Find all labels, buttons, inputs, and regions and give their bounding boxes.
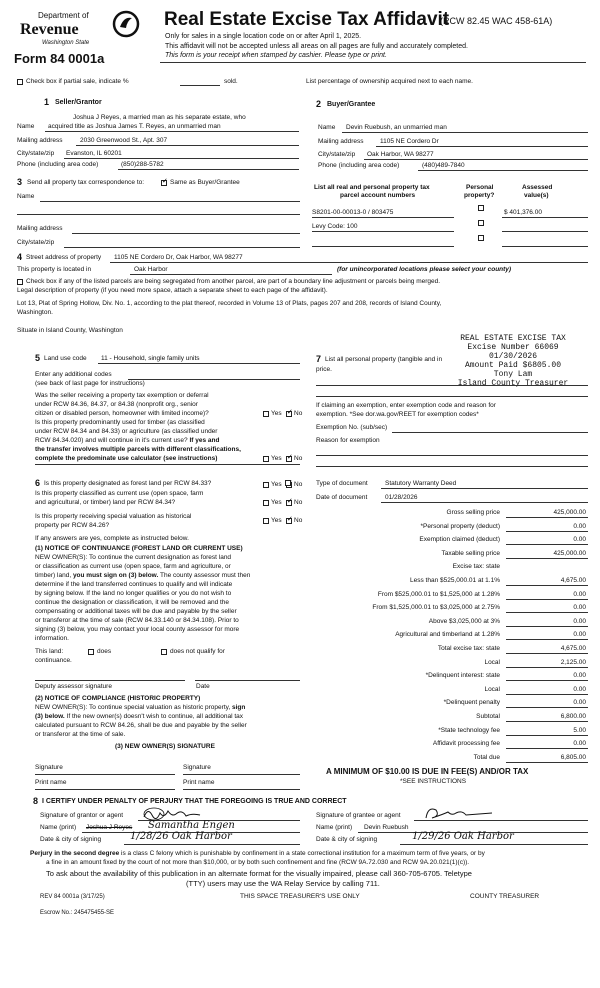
stamp-line2: Excise Number 66069	[467, 343, 559, 352]
tax-row-value: 2,125.00	[560, 659, 586, 666]
tax-row-line	[506, 517, 588, 518]
tax-row-value: 4,675.00	[560, 645, 586, 652]
exemption-number-label: Exemption No. (sub/sec)	[316, 424, 388, 431]
buyer-heading: Buyer/Grantee	[327, 101, 376, 108]
deputy-signature-label: Deputy assessor signature	[35, 683, 112, 690]
stamp-line4: Amount Paid $6805.00	[464, 361, 561, 370]
timber-q-line4: the transfer involves multiple parcels with different classifications,	[35, 446, 241, 453]
personal-property-checkbox-3[interactable]	[478, 235, 484, 241]
stamp-line1: REAL ESTATE EXCISE TAX	[460, 334, 566, 343]
grantee-signature-image	[422, 804, 502, 822]
buyer-city-value: Oak Harbor, WA 98277	[367, 151, 434, 158]
legal-description-line2: Washington.	[17, 309, 53, 316]
correspondence-city-label: City/state/zip	[17, 239, 55, 246]
header-line3: This form is your receipt when stamped by cashier. Please type or print.	[165, 52, 387, 59]
deputy-date-line	[195, 680, 300, 681]
wa-seal-icon	[112, 10, 140, 38]
tax-row-label: Subtotal	[476, 713, 500, 720]
ownership-note: List percentage of ownership acquired next to each name.	[306, 78, 473, 85]
dept-line1: Department of	[38, 11, 89, 20]
same-as-buyer-checkbox[interactable]	[161, 180, 167, 186]
forest-q3-no-checkbox[interactable]	[286, 518, 292, 524]
grantee-signature-label: Signature of grantee or agent	[316, 812, 401, 819]
timber-yes-label: Yes	[271, 455, 282, 462]
forest-q2-yes-label: Yes	[271, 499, 282, 506]
grantee-name-value: Devin Ruebush	[364, 824, 409, 831]
partial-sale-label: Check box if partial sale, indicate %	[26, 78, 129, 85]
timber-q-line2: under RCW 84.34 and 84.33) or agriculture (as classified under	[35, 428, 218, 435]
land-does-label: does	[97, 648, 112, 655]
forest-q3-line2: property per RCW 84.26?	[35, 522, 110, 529]
tax-row-value: 0.00	[573, 604, 586, 611]
notice2-line2	[35, 713, 243, 721]
tax-row-line	[506, 667, 588, 668]
tax-row-label: Total due	[473, 754, 500, 761]
forest-q3-no-label: No	[294, 517, 303, 524]
tax-row-value: 425,000.00	[553, 550, 586, 557]
section8-number: 8	[33, 796, 39, 806]
timber-q-line1: Is this property predominantly used for timber (as classified	[35, 419, 205, 426]
personal-property-label1: List all personal property (tangible and in	[325, 356, 443, 363]
continuance-label: continuance.	[35, 657, 72, 664]
tax-row-line	[506, 707, 588, 708]
forest-q1-yes-label: Yes	[271, 481, 282, 488]
minimum-fee-note: A MINIMUM OF $10.00 IS DUE IN FEE(S) AND/OR TAX	[326, 767, 529, 776]
parcel-col3-line1: Assessed	[522, 184, 553, 191]
correspondence-name-line	[40, 201, 300, 202]
header-line1: Only for sales in a single location code on or after April 1, 2025.	[165, 33, 362, 40]
owner2-print-line	[183, 789, 300, 790]
assessed-value-1: $ 401,376.00	[504, 209, 542, 216]
land-does-checkbox[interactable]	[88, 649, 94, 655]
doc-type-label: Type of document	[316, 480, 368, 487]
timber-no-label: No	[294, 455, 303, 462]
tax-row-label: Above $3,025,000 at 3%	[428, 618, 500, 625]
partial-sold-label: sold.	[224, 78, 238, 85]
personal-property-label2: price.	[316, 366, 332, 373]
grantor-date-label: Date & city of signing	[40, 836, 102, 843]
tax-row-label: From $525,000.01 to $1,525,000 at 1.28%	[377, 591, 500, 598]
notice1-line1: NEW OWNER(S): To continue the current designation as forest land	[35, 554, 232, 561]
exemption-claim-line1: If claiming an exemption, enter exemption code and reason for	[316, 402, 496, 409]
treasurer-use-only: THIS SPACE TREASURER'S USE ONLY	[240, 893, 360, 900]
tax-row-label: Taxable selling price	[441, 550, 500, 557]
tax-row-line	[506, 735, 588, 736]
notice1-line7: compensating or additional taxes will be due and payable by the seller	[35, 608, 237, 615]
exemption-reason-label: Reason for exemption	[316, 437, 380, 444]
legal-description-line3: Situate in Island County, Washington	[17, 327, 123, 334]
tax-row-label: Total excise tax: state	[437, 645, 500, 652]
tax-row-line	[506, 762, 588, 763]
tax-row-label: *Delinquent interest: state	[425, 672, 500, 679]
exemption-number-line	[392, 432, 588, 433]
section4-number: 4	[17, 252, 23, 262]
buyer-mailing-label: Mailing address	[318, 138, 364, 145]
parcel-row1-line	[312, 217, 454, 218]
grantor-name-written: Samantha Engen	[148, 820, 235, 831]
section6-number: 6	[35, 478, 41, 488]
page-title: Real Estate Excise Tax Affidavit	[164, 9, 450, 30]
see-instructions: *SEE INSTRUCTIONS	[400, 778, 467, 785]
tax-row-label: Less than $525,000.01 at 1.1%	[410, 577, 500, 584]
notice2-line3: calculated pursuant to RCW 84.26, shall be due and payable by the seller	[35, 722, 247, 729]
personal-property-line1	[316, 385, 588, 386]
seller-name-line	[45, 131, 299, 132]
alt-format-line1: To ask about the availability of this publication in an alternate format for the visually impaired, please call 360-705-6705. Teletype	[46, 869, 472, 878]
partial-percent-line	[180, 85, 220, 86]
owner2-signature-line	[183, 774, 300, 775]
correspondence-name-label: Name	[17, 193, 35, 200]
tax-row-label: Local	[484, 659, 500, 666]
levy-code: Levy Code: 100	[312, 223, 358, 230]
notice1-line8: or transferor at the time of sale (RCW 84.33.140 or 84.34.108). Prior to	[35, 617, 239, 624]
forest-q2-no-label: No	[294, 499, 303, 506]
grantor-date-line	[124, 844, 300, 845]
tax-row-value: 0.00	[573, 699, 586, 706]
land-use-label: Land use code	[44, 355, 87, 362]
notice1-line5: by signing below. If the land no longer qualifies or you do not wish to	[35, 590, 232, 597]
buyer-mailing-line	[376, 146, 588, 147]
grantee-name-label: Name (print)	[316, 824, 353, 831]
timber-q-line3-bold: If yes and	[189, 437, 220, 444]
tax-row-line	[506, 694, 588, 695]
personal-property-checkbox-2[interactable]	[478, 220, 484, 226]
buyer-phone-label: Phone (including area code)	[318, 162, 400, 169]
tax-row-value: 0.00	[573, 536, 586, 543]
street-address-label: Street address of property	[26, 254, 102, 261]
notice2-line2-bold: (3) below.	[35, 713, 65, 720]
header-line2: This affidavit will not be accepted unless all areas on all pages are fully and accurately completed.	[165, 43, 468, 50]
correspondence-extra-line	[17, 214, 300, 215]
exemption-no-checkbox[interactable]	[286, 411, 292, 417]
forest-q2-yes-checkbox[interactable]	[263, 500, 269, 506]
dept-line2: Revenue	[20, 21, 79, 38]
tax-row-label: Affidavit processing fee	[432, 740, 500, 747]
certify-title: I CERTIFY UNDER PENALTY OF PERJURY THAT THE FOREGOING IS TRUE AND CORRECT	[42, 798, 347, 805]
tax-row-label: *Personal property (deduct)	[420, 523, 500, 530]
tax-row-value: 0.00	[573, 591, 586, 598]
forest-q3-line1: Is this property receiving special valuation as historical	[35, 513, 192, 520]
notice1-line6: continue the designation or classification, it will be removed and the	[35, 599, 230, 606]
tax-row-label: Excise tax: state	[452, 563, 500, 570]
exemption-no-label: No	[294, 410, 303, 417]
owner1-signature-label: Signature	[35, 764, 63, 771]
section5-bottom-line	[35, 464, 300, 465]
value-row1-line	[502, 217, 588, 218]
seller-phone-line	[118, 169, 299, 170]
exemption-reason-line2	[316, 466, 588, 467]
tax-row-label: Gross selling price	[446, 509, 500, 516]
parcel-col2-line2: property?	[464, 192, 495, 199]
doc-date-line	[381, 502, 588, 503]
perjury-line1	[30, 850, 485, 858]
timber-q-line3	[35, 437, 219, 445]
grantor-name-label: Name (print)	[40, 824, 77, 831]
land-use-line	[98, 363, 300, 364]
stamp-line5: Tony Lam	[493, 370, 533, 379]
deputy-signature-line	[35, 680, 185, 681]
parcel-row2-line	[312, 231, 454, 232]
tax-row-label: Exemption claimed (deduct)	[419, 536, 500, 543]
doc-type-box	[285, 480, 291, 486]
forest-q2-line2: and agricultural, or timber) land per RCW 84.34?	[35, 499, 176, 506]
seller-name-value1: Joshua J Reyes, a married man as his separate estate, who	[73, 114, 246, 121]
seller-mailing-line	[76, 145, 299, 146]
tax-row-line	[506, 585, 588, 586]
grantee-date-value: 1/29/26 Oak Harbor	[412, 831, 514, 842]
seller-phone-label: Phone (including area code)	[17, 161, 99, 168]
located-in-line	[130, 274, 332, 275]
owner2-signature-label: Signature	[183, 764, 211, 771]
department-of-revenue-logo	[16, 10, 146, 52]
land-use-value: 11 - Household, single family units	[101, 355, 200, 362]
seller-heading: Seller/Grantor	[55, 99, 102, 106]
grantee-date-line	[400, 844, 588, 845]
notice1-line3a: timber) land,	[35, 572, 72, 579]
seller-city-label: City/state/zip	[17, 150, 55, 157]
notice1-line4: determine if the land transferred continues to qualify and will indicate	[35, 581, 233, 588]
exemption-reason-line1	[316, 455, 588, 456]
seller-city-value: Evanston, IL 60201	[66, 150, 122, 157]
section2-number: 2	[316, 99, 322, 109]
tax-row-value: 0.00	[573, 672, 586, 679]
forest-q2-no-checkbox[interactable]	[286, 500, 292, 506]
stamp-line6: Island County Treasurer	[457, 379, 569, 388]
doc-type-line	[381, 488, 588, 489]
forest-q1-no-label: No	[294, 481, 303, 488]
tax-row-value: 6,800.00	[560, 713, 586, 720]
notice2-line1-bold: sign	[232, 704, 246, 711]
tax-row-value: 0.00	[573, 686, 586, 693]
tax-row-value: 425,000.00	[553, 509, 586, 516]
parcel-col1-line1: List all real and personal property tax	[314, 184, 430, 191]
tax-row-line	[506, 626, 588, 627]
perjury-text1: is a class C felony which is punishable by confinement in a state correctional institution for a maximum term of five years, or by	[121, 850, 485, 857]
additional-codes-label: Enter any additional codes	[35, 371, 112, 378]
parcel-col2-line1: Personal	[466, 184, 494, 191]
tax-row-label: *State technology fee	[438, 727, 500, 734]
rcw-reference: (RCW 82.45 WAC 458-61A)	[440, 16, 553, 26]
forest-q2-line1: Is this property classified as current use (open space, farm	[35, 490, 204, 497]
buyer-phone-value: (480)489-7840	[422, 162, 465, 169]
owner2-print-label: Print name	[183, 779, 215, 786]
dept-line3: Washington State	[42, 40, 90, 46]
tax-row-value: 4,675.00	[560, 577, 586, 584]
stamp-line3: 01/30/2026	[488, 352, 537, 361]
notice2-line1	[35, 704, 245, 712]
partial-sale-checkbox[interactable]	[17, 79, 23, 85]
personal-property-checkbox-1[interactable]	[478, 205, 484, 211]
legal-description-label: Legal description of property (if you need more space, attach a separate sheet to each page of the affidavit).	[17, 287, 328, 294]
timber-yes-checkbox[interactable]	[263, 456, 269, 462]
tax-row-value: 0.00	[573, 523, 586, 530]
notice1-line3	[35, 572, 250, 580]
personal-property-line2	[316, 396, 588, 397]
tax-row-value: 5.00	[573, 727, 586, 734]
tax-row-line	[506, 612, 588, 613]
treasurer-stamp	[438, 334, 588, 388]
tax-row-line	[506, 680, 588, 681]
located-in-note: (for unincorporated locations please select your county)	[337, 266, 512, 273]
buyer-city-label: City/state/zip	[318, 151, 356, 158]
forest-q3-yes-label: Yes	[271, 517, 282, 524]
tax-row-label: Local	[484, 686, 500, 693]
additional-codes-note: (see back of last page for instructions)	[35, 380, 145, 387]
escrow-number: Escrow No.: 245475455-SE	[40, 910, 115, 916]
exemption-yes-checkbox[interactable]	[263, 411, 269, 417]
value-row2-line	[502, 231, 588, 232]
tax-row-line	[506, 544, 588, 545]
notice2-line4: or transferor at the time of sale.	[35, 731, 126, 738]
timber-no-checkbox[interactable]	[286, 456, 292, 462]
land-does-not-label: does not qualify for	[170, 648, 225, 655]
legal-description-line1: Lot 13, Plat of Spring Hollow, Div. No. 1, according to the plat thereof, recorded in Volume 13 of Plats, pages 207 and 208, records of Island County,	[17, 300, 442, 307]
this-land-label: This land:	[35, 648, 64, 655]
doc-date-value: 01/28/2026	[385, 494, 418, 501]
street-address-value: 1105 NE Cordero Dr, Oak Harbor, WA 98277	[114, 254, 243, 261]
timber-q-line5: complete the predominate use calculator (see instructions)	[35, 455, 218, 462]
county-treasurer-label: COUNTY TREASURER	[470, 893, 540, 900]
segregated-checkbox[interactable]	[17, 279, 23, 285]
notice2-line1-text: NEW OWNER(S): To continue special valuation as historic property,	[35, 704, 231, 711]
parcel-row3-line	[312, 246, 454, 247]
parcel-col1-line2: parcel account numbers	[340, 192, 416, 199]
notice1-title: (1) NOTICE OF CONTINUANCE (FOREST LAND OR CURRENT USE)	[35, 545, 243, 552]
form-number: Form 84 0001a	[14, 51, 105, 66]
forest-q3-yes-checkbox[interactable]	[263, 518, 269, 524]
value-row3-line	[502, 246, 588, 247]
exemption-claim-line2: exemption. *See dor.wa.gov/REET for exemption codes*	[316, 411, 479, 418]
timber-q-line3-text: RCW 84.34.020) and will continue in it's current use?	[35, 437, 188, 444]
tax-row-line	[506, 531, 588, 532]
tax-row-value: 0.00	[573, 631, 586, 638]
notice1-line10: information.	[35, 635, 69, 642]
correspondence-label: Send all property tax correspondence to:	[27, 179, 145, 186]
grantor-date-value: 1/28/26 Oak Harbor	[130, 831, 232, 842]
tax-row-line	[506, 599, 588, 600]
deputy-date-label: Date	[196, 683, 210, 690]
land-does-not-checkbox[interactable]	[161, 649, 167, 655]
correspondence-mailing-line	[72, 233, 300, 234]
located-in-label: This property is located in	[17, 266, 92, 273]
tax-row-value: 0.00	[573, 618, 586, 625]
seller-mailing-label: Mailing address	[17, 137, 63, 144]
exemption-q-line1: Was the seller receiving a property tax exemption or deferral	[35, 392, 209, 399]
tax-row-value: 0.00	[573, 740, 586, 747]
correspondence-mailing-label: Mailing address	[17, 225, 63, 232]
form-revision: REV 84 0001a (3/17/25)	[40, 894, 105, 900]
section1-number: 1	[44, 97, 50, 107]
same-as-buyer-label: Same as Buyer/Grantee	[170, 179, 240, 186]
forest-q1-yes-checkbox[interactable]	[263, 482, 269, 488]
exemption-q-line2: under RCW 84.36, 84.37, or 84.38 (nonprofit org., senior	[35, 401, 198, 408]
perjury-line2: a fine in an amount fixed by the court of not more than $10,000, or by both such confinement and fine (RCW 9A.72.030 and RCW 9A.20.021(1)(c)).	[46, 859, 470, 866]
located-in-value: Oak Harbor	[134, 266, 168, 273]
segregated-label: Check box if any of the listed parcels are being segregated from another parcel, are part of a boundary line adjustment or parcels being merged.	[26, 278, 441, 285]
forest-q1: Is this property designated as forest land per RCW 84.33?	[44, 480, 212, 487]
section7-number: 7	[316, 354, 322, 364]
additional-codes-line	[128, 379, 300, 380]
notice2-title: (2) NOTICE OF COMPLIANCE (HISTORIC PROPERTY)	[35, 695, 201, 702]
owner1-signature-line	[35, 774, 175, 775]
notice1-line9: signing (3) below, you may contact your local county assessor for more	[35, 626, 240, 633]
tax-row-label: Agricultural and timberland at 1.28%	[395, 631, 500, 638]
buyer-city-line	[364, 159, 588, 160]
grantor-signature-label: Signature of grantor or agent	[40, 812, 124, 819]
owner1-print-label: Print name	[35, 779, 67, 786]
exemption-yes-label: Yes	[271, 410, 282, 417]
notice1-line2: or classification as current use (open space, farm and agriculture, or	[35, 563, 231, 570]
grantor-name-struck: Joshua J Reyes	[86, 824, 133, 831]
parcel-number-1: S8201-00-00013-0 / 803475	[312, 209, 394, 216]
buyer-name-label: Name	[318, 124, 336, 131]
alt-format-line2: (TTY) users may use the WA Relay Service by calling 711.	[186, 879, 380, 888]
tax-row-line	[506, 653, 588, 654]
seller-phone-value: (850)288-5782	[121, 161, 164, 168]
parcel-col3-line2: value(s)	[524, 192, 549, 199]
street-address-line	[110, 262, 588, 263]
tax-row-label: From $1,525,000.01 to $3,025,000 at 2.75%	[372, 604, 500, 611]
notice1-line3c: The county assessor must then	[160, 572, 251, 579]
tax-row-label: *Delinquent penalty	[443, 699, 500, 706]
notice2-line2-text: If the new owner(s) doesn't wish to continue, all additional tax	[66, 713, 244, 720]
perjury-bold: Perjury in the second degree	[30, 850, 120, 857]
owner1-print-line	[35, 789, 175, 790]
buyer-name-line	[342, 132, 588, 133]
section3-number: 3	[17, 177, 23, 187]
forest-note: If any answers are yes, complete as instructed below.	[35, 535, 189, 542]
seller-name-value2: acquired title as Joshua James T. Reyes, an unmarried man	[48, 123, 221, 130]
seller-mailing-value: 2030 Greenwood St., Apt. 307	[80, 137, 168, 144]
buyer-phone-line	[418, 170, 588, 171]
section5-number: 5	[35, 353, 41, 363]
tax-row-line	[506, 721, 588, 722]
correspondence-city-line	[64, 247, 300, 248]
exemption-q-line3: citizen or disabled person, homeowner with limited income)?	[35, 410, 209, 417]
tax-row-line	[506, 748, 588, 749]
tax-row-line	[506, 558, 588, 559]
tax-row-line	[506, 639, 588, 640]
doc-date-label: Date of document	[316, 494, 368, 501]
buyer-mailing-value: 1105 NE Cordero Dr	[380, 138, 439, 145]
seller-name-label: Name	[17, 123, 35, 130]
tax-row-value: 6,805.00	[560, 754, 586, 761]
grantee-date-label: Date & city of signing	[316, 836, 378, 843]
notice1-line3b: you must sign on (3) below.	[72, 572, 159, 579]
notice3-title: (3) NEW OWNER(S) SIGNATURE	[115, 743, 215, 750]
header-divider	[160, 62, 586, 63]
doc-type-value: Statutory Warranty Deed	[385, 480, 457, 487]
seller-city-line	[64, 158, 299, 159]
buyer-name-value: Devin Ruebush, an unmarried man	[346, 124, 447, 131]
